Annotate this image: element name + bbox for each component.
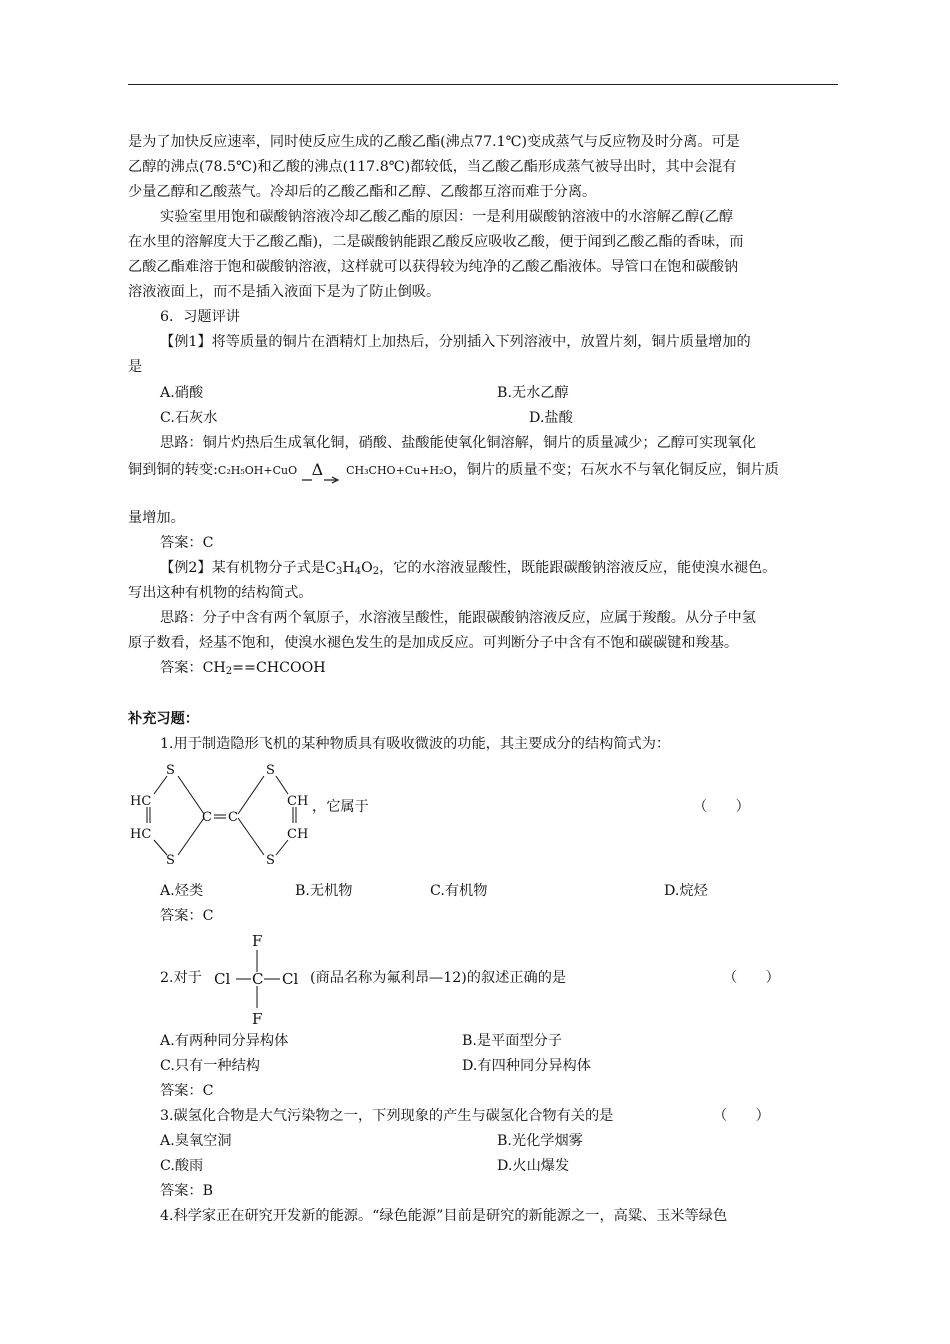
q1-option-b: B.无机物 <box>295 883 353 899</box>
example-1-question-line-2: 是 <box>128 359 143 375</box>
q2-option-c: C.只有一种结构 <box>160 1058 260 1074</box>
q2-structure-diagram <box>212 932 308 1028</box>
example-2-label: 【例2】 <box>160 560 212 576</box>
paragraph-1-line-1: 是为了加快反应速率，同时使反应生成的乙酸乙酯(沸点77.1℃)变成蒸气与反应物及时分离。可是 <box>128 134 740 150</box>
answer-sub: 2 <box>225 666 233 677</box>
section-6-title: 6．习题评讲 <box>160 309 240 325</box>
equation-right: CH₃CHO+Cu+H₂O <box>346 464 453 477</box>
q3-option-d: D.火山爆发 <box>497 1158 570 1174</box>
q2-cl-left: Cl <box>214 970 231 988</box>
q1-answer-paren: （ ） <box>693 799 750 815</box>
arrow-icon <box>302 468 342 488</box>
example-1-thought-line-3: 量增加。 <box>128 510 185 526</box>
q1-structure-diagram <box>126 760 326 866</box>
example-1-option-d: D.盐酸 <box>529 410 573 426</box>
example-1-option-b: B.无水乙醇 <box>497 385 569 401</box>
example-1-answer: 答案：C <box>160 535 214 551</box>
q2-option-a: A.有两种同分异构体 <box>160 1033 289 1049</box>
thought-suffix: ，铜片的质量不变；石灰水不与氧化铜反应，铜片质 <box>452 462 779 478</box>
example-2-question <box>160 556 776 580</box>
heat-symbol: Δ <box>311 460 324 479</box>
q3-option-b: B.光化学烟雾 <box>497 1133 583 1149</box>
formula-part: 某有机物分子式是C <box>211 560 336 576</box>
q2-f-bottom: F <box>252 1010 263 1028</box>
q1-s-bottom-left: S <box>166 853 175 866</box>
example-2-thought-line-1: 思路：分子中含有两个氧原子，水溶液呈酸性，能跟碳酸钠溶液反应，应属于羧酸。从分子中氢 <box>160 610 756 626</box>
formula-part: H <box>342 560 355 576</box>
example-2-answer <box>160 656 326 680</box>
q1-hc-bottom: HC <box>130 827 152 842</box>
formula-part: O <box>361 560 373 576</box>
q2-option-d: D.有四种同分异构体 <box>462 1058 591 1074</box>
q3-option-a: A.臭氧空洞 <box>160 1133 232 1149</box>
paragraph-1-line-2: 乙醇的沸点(78.5℃)和乙酸的沸点(117.8℃)都较低，当乙酸乙酯形成蒸气被导出时，其中会混有 <box>128 159 737 175</box>
q2-cl-right: Cl <box>282 970 299 988</box>
example-1-thought-line-2 <box>128 458 779 484</box>
example-2-question-line-2: 写出这种有机物的结构简式。 <box>128 585 313 601</box>
q2-answer-paren: （ ） <box>723 970 780 986</box>
supplement-title: 补充习题： <box>128 711 199 727</box>
thought-prefix: 铜到铜的转变: <box>128 462 218 478</box>
example-1-question-text: 将等质量的铜片在酒精灯上加热后，分别插入下列溶液中，放置片刻，铜片质量增加的 <box>211 334 751 350</box>
q2-f-top: F <box>252 932 263 950</box>
q3-stem: 3.碳氢化合物是大气污染物之一，下列现象的产生与碳氢化合物有关的是 <box>160 1108 614 1124</box>
example-1-thought-line-1: 思路：铜片灼热后生成氧化铜，硝酸、盐酸能使氧化铜溶解，铜片的质量减少；乙醇可实现氧化 <box>160 435 756 451</box>
q1-option-d: D.烷烃 <box>664 883 708 899</box>
q1-ch-top: CH <box>287 794 309 809</box>
equation-left: C₂H₅OH+CuO <box>217 464 298 477</box>
q1-hc-top: HC <box>130 794 152 809</box>
q1-option-c: C.有机物 <box>430 883 488 899</box>
header-rule <box>128 84 838 85</box>
paragraph-2-line-2: 在水里的溶解度大于乙酸乙酯)，二是碳酸钠能跟乙酸反应吸收乙酸，便于闻到乙酸乙酯的香味，而 <box>128 234 744 250</box>
q4-stem: 4.科学家正在研究开发新的能源。“绿色能源”目前是研究的新能源之一，高粱、玉米等绿色 <box>160 1208 728 1224</box>
example-1-option-a: A.硝酸 <box>160 385 204 401</box>
q1-s-top-right: S <box>266 763 275 778</box>
answer-part: ==CHCOOH <box>232 660 326 676</box>
formula-part: ，它的水溶液显酸性，既能跟碳酸钠溶液反应，能使溴水褪色。 <box>379 560 777 576</box>
q1-c-right: C <box>228 810 238 825</box>
formula-sub: 2 <box>372 566 380 577</box>
paragraph-1-line-3: 少量乙醇和乙酸蒸气。冷却后的乙酸乙酯和乙醇、乙酸都互溶而难于分离。 <box>128 184 597 200</box>
q1-s-top-left: S <box>166 763 175 778</box>
paragraph-2-line-4: 溶液液面上，而不是插入液面下是为了防止倒吸。 <box>128 284 441 300</box>
q2-prefix: 2.对于 <box>160 970 202 986</box>
q3-answer-paren: （ ） <box>713 1108 770 1124</box>
q1-stem: 1.用于制造隐形飞机的某种物质具有吸收微波的功能，其主要成分的结构简式为： <box>160 736 671 752</box>
q1-option-a: A.烃类 <box>160 883 204 899</box>
q1-tail: ，它属于 <box>312 799 369 815</box>
q1-ch-bottom: CH <box>287 827 309 842</box>
q2-c-center: C <box>252 970 264 988</box>
example-1-question <box>160 330 751 354</box>
q2-answer: 答案：C <box>160 1083 214 1099</box>
answer-part: 答案：CH <box>160 660 226 676</box>
example-2-thought-line-2: 原子数看，烃基不饱和，使溴水褪色发生的是加成反应。可判断分子中含有不饱和碳碳键和羧基。 <box>128 635 739 651</box>
paragraph-2-line-3: 乙酸乙酯难溶于饱和碳酸钠溶液，这样就可以获得较为纯净的乙酸乙酯液体。导管口在饱和碳酸钠 <box>128 259 739 275</box>
q1-answer: 答案：C <box>160 908 214 924</box>
q2-option-b: B.是平面型分子 <box>462 1033 563 1049</box>
reaction-arrow <box>302 460 342 484</box>
q2-suffix: (商品名称为氟利昂—12)的叙述正确的是 <box>310 970 567 986</box>
paragraph-2-line-1: 实验室里用饱和碳酸钠溶液冷却乙酸乙酯的原因：一是利用碳酸钠溶液中的水溶解乙醇(乙醇 <box>160 209 734 225</box>
example-1-option-c: C.石灰水 <box>160 410 218 426</box>
example-1-label: 【例1】 <box>160 334 212 350</box>
formula-sub: 3 <box>335 566 343 577</box>
q1-s-bottom-right: S <box>266 853 275 866</box>
formula-sub: 4 <box>354 566 362 577</box>
q3-answer: 答案：B <box>160 1183 213 1199</box>
q1-c-left: C <box>202 810 212 825</box>
q3-option-c: C.酸雨 <box>160 1158 204 1174</box>
